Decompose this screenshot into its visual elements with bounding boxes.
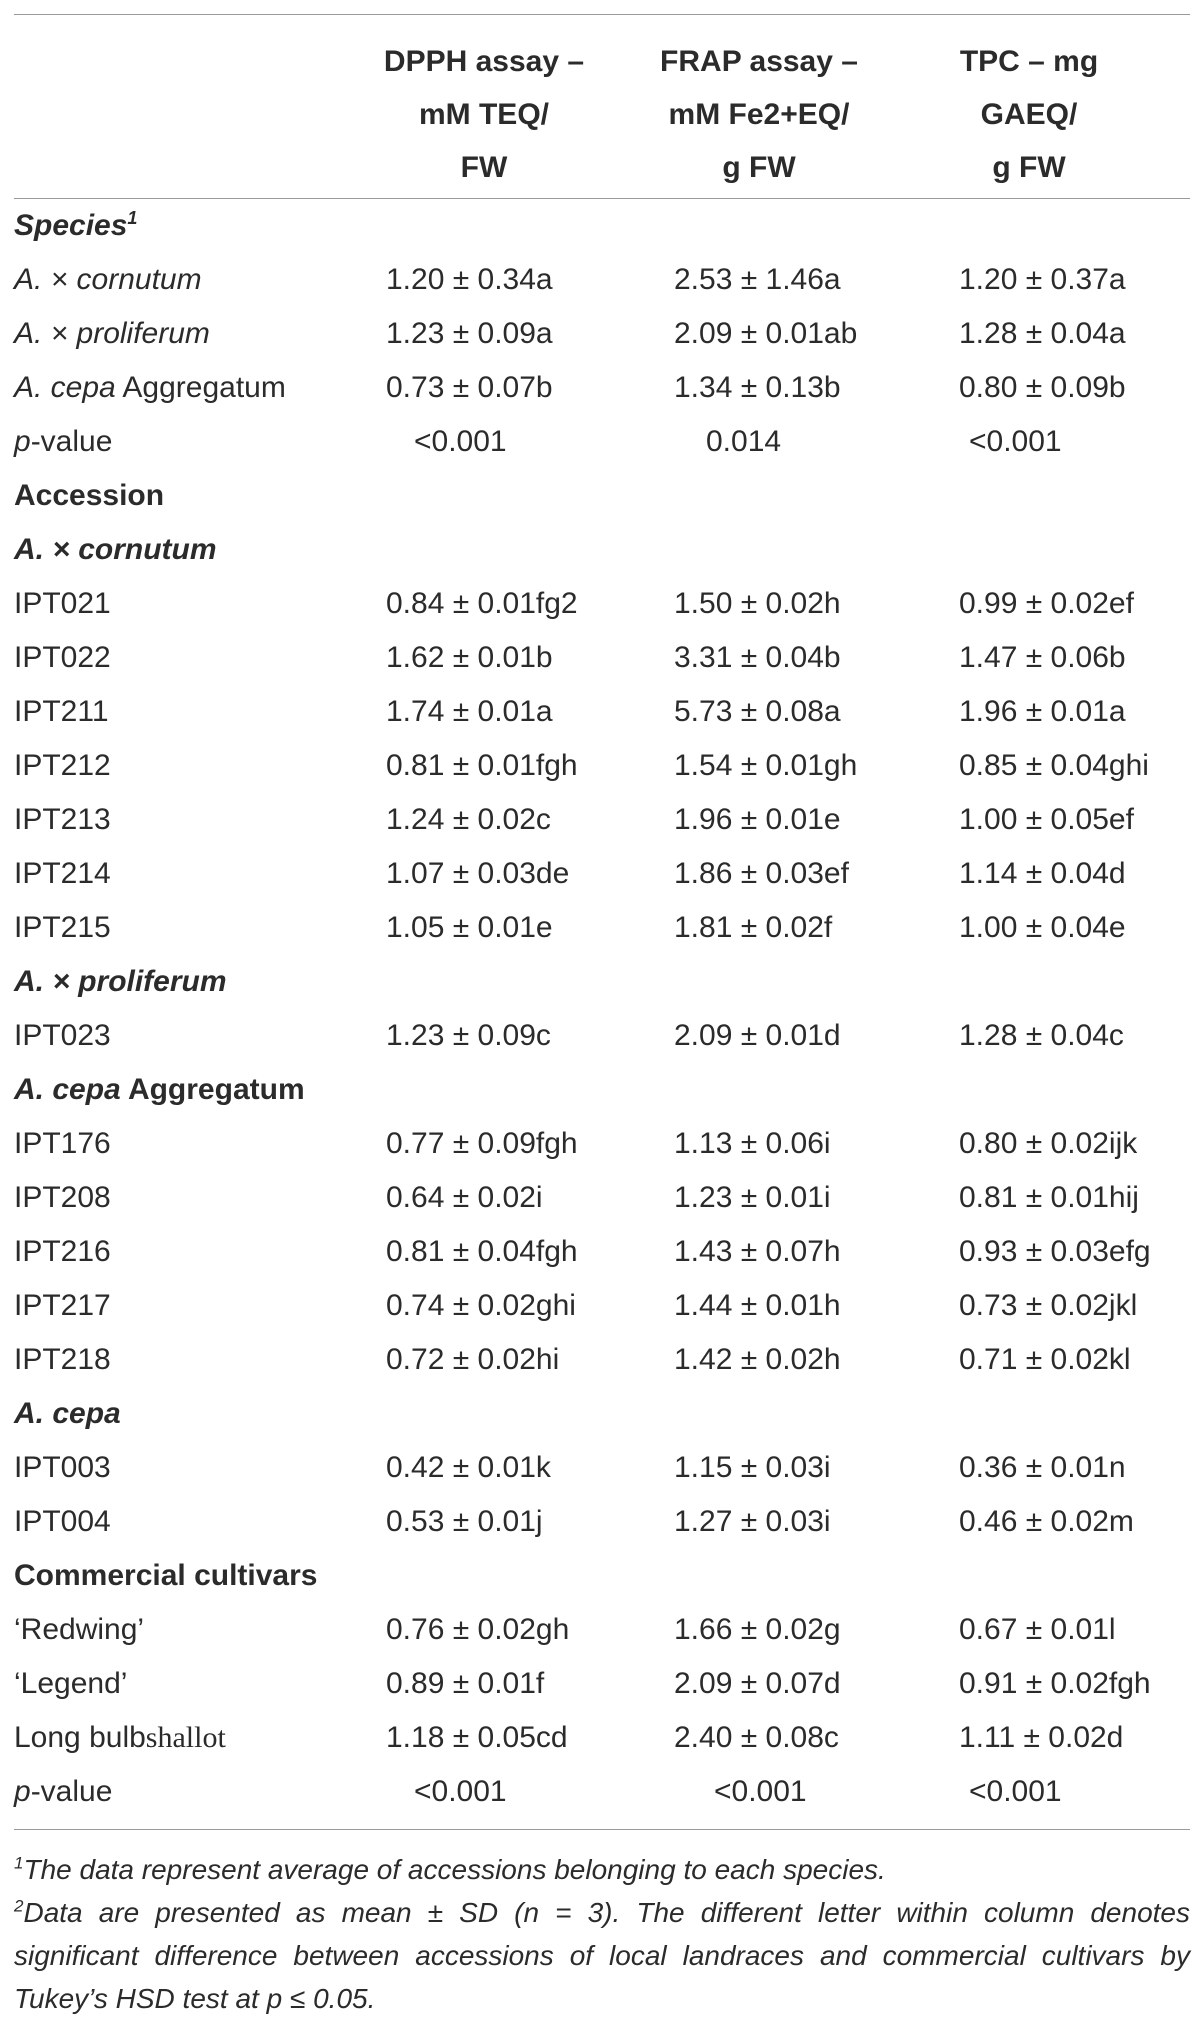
group-header: A. × cornutum — [14, 533, 217, 566]
table-row: IPT021 0.84 ± 0.01fg2 1.50 ± 0.02h 0.99 ± 0.02ef — [14, 587, 1134, 620]
commercial-rows — [14, 1603, 1190, 1711]
group-header: A. cepa Aggregatum — [14, 1073, 305, 1106]
table-row: IPT022 1.62 ± 0.01b 3.31 ± 0.04b 1.47 ± 0.06b — [14, 641, 1126, 674]
table-row: IPT214 1.07 ± 0.03de 1.86 ± 0.03ef 1.14 ± 0.04d — [14, 857, 1126, 890]
section-accession: Accession — [14, 479, 165, 512]
table-row: IPT213 1.24 ± 0.02c 1.96 ± 0.01e 1.00 ± 0.05ef — [14, 803, 1134, 836]
table-row: IPT212 0.81 ± 0.01fgh 1.54 ± 0.01gh 0.85 ± 0.04ghi — [14, 749, 1149, 782]
table-row: IPT004 0.53 ± 0.01j 1.27 ± 0.03i 0.46 ± 0.02m — [14, 1505, 1134, 1538]
table-row: A. × proliferum 1.23 ± 0.09a 2.09 ± 0.01ab 1.28 ± 0.04a — [14, 317, 1126, 350]
table-row: A. cepa Aggregatum 0.73 ± 0.07b 1.34 ± 0.13b 0.80 ± 0.09b — [14, 371, 1126, 404]
table-footnotes — [14, 1848, 1190, 2020]
group-header: A. cepa — [14, 1397, 121, 1430]
table-row: IPT215 1.05 ± 0.01e 1.81 ± 0.02f 1.00 ± 0.04e — [14, 911, 1126, 944]
footnote-1: $^1$The data represent average of accessions belonging to each species. — [14, 1853, 886, 1885]
table-row: IPT208 0.64 ± 0.02i 1.23 ± 0.01i 0.81 ± 0.01hij — [14, 1181, 1139, 1214]
section-species: Species$^1$ — [14, 208, 138, 242]
table-bottom-rule — [14, 1829, 1190, 1830]
table-row: IPT211 1.74 ± 0.01a 5.73 ± 0.08a 1.96 ± 0.01a — [14, 695, 1126, 728]
header-frap: FRAP assay – mM Fe2+EQ/ g FW — [660, 45, 858, 184]
table-row: ‘Redwing’ 0.76 ± 0.02gh 1.66 ± 0.02g 0.67 ± 0.01l — [14, 1613, 1116, 1646]
table-row: IPT023 1.23 ± 0.09c 2.09 ± 0.01d 1.28 ± 0.04c — [14, 1019, 1124, 1052]
table-row: IPT003 0.42 ± 0.01k 1.15 ± 0.03i 0.36 ± 0.01n — [14, 1451, 1126, 1484]
group-header: A. × proliferum — [14, 965, 227, 998]
table-header — [14, 15, 1190, 198]
header-tpc: TPC – mg GAEQ/ g FW — [959, 45, 1099, 184]
table-row: A. × cornutum 1.20 ± 0.34a 2.53 ± 1.46a 1.20 ± 0.37a — [14, 263, 1126, 296]
data-table — [14, 0, 1190, 2020]
table-row: Long bulbshallot 1.18 ± 0.05cd 2.40 ± 0.08c 1.11 ± 0.02d — [14, 1721, 1124, 1754]
species-pvalue-row: p-value <0.001 0.014 <0.001 — [14, 425, 1062, 458]
table-row: IPT176 0.77 ± 0.09fgh 1.13 ± 0.06i 0.80 ± 0.02ijk — [14, 1127, 1138, 1160]
header-dpph: DPPH assay – mM TEQ/ FW — [383, 45, 585, 184]
table-row: IPT218 0.72 ± 0.02hi 1.42 ± 0.02h 0.71 ± 0.02kl — [14, 1343, 1131, 1376]
commercial-pvalue-row: p-value <0.001 <0.001 <0.001 — [14, 1775, 1062, 1808]
species-rows — [14, 253, 1190, 415]
accession-groups — [14, 523, 1190, 1549]
footnote-2: $^2$Data are presented as mean ± SD (n = 3). The different letter within column denotes significant difference between accessions of local landraces and commercial cultivars by Tukey’s HSD test at p ≤ 0.05. — [14, 1896, 1190, 2014]
table-row: ‘Legend’ 0.89 ± 0.01f 2.09 ± 0.07d 0.91 ± 0.02fgh — [14, 1667, 1151, 1700]
section-commercial: Commercial cultivars — [14, 1559, 318, 1592]
table-row: IPT217 0.74 ± 0.02ghi 1.44 ± 0.01h 0.73 ± 0.02jkl — [14, 1289, 1138, 1322]
table-row: IPT216 0.81 ± 0.04fgh 1.43 ± 0.07h 0.93 ± 0.03efg — [14, 1235, 1151, 1268]
